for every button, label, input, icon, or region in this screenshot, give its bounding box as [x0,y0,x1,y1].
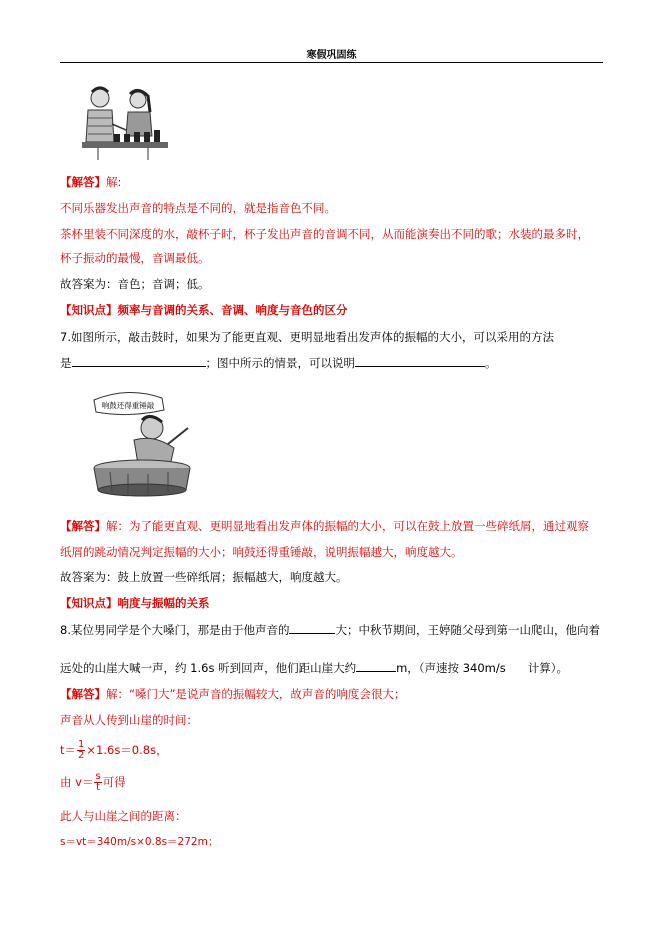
answer-blank[interactable] [356,660,396,672]
answer-line: 声音从人传到山崖的时间： [60,713,198,727]
answer-blank[interactable] [355,355,485,367]
answer-blank[interactable] [289,622,335,634]
knowledge-point-2: 【知识点】响度与振幅的关系 [60,596,210,610]
speech-bubble-text: 响鼓还得重锤敲 [101,401,155,410]
equation-velocity: 由 v＝ $\frac{s}{t}$ 可得 [60,771,126,793]
final-answer: 故答案为：鼓上放置一些碎纸屑；振幅越大，响度越大。 [60,570,348,584]
question-8-stem: 远处的山崖大喊一声，约 1.6s 听到回声，他们距山崖大约 m，（声速按 340m/s 计算）。 [60,661,568,675]
answer-line: 纸屑的跳动情况判定振幅的大小；响鼓还得重锤敲，说明振幅越大，响度越大。 [60,545,463,559]
answer-blank[interactable] [72,355,206,367]
answer-line: 【解答】解：“嗓门大”是说声音的振幅较大，故声音的响度会很大； [60,687,406,701]
answer-line: 此人与山崖之间的距离： [60,809,187,823]
answer-line: 杯子振动的最慢，音调最低。 [60,251,210,265]
knowledge-point-1: 【知识点】频率与音调的关系、音调、响度与音色的区分 [60,303,348,317]
drum-illustration [88,384,200,500]
question-7-blanks: 是 ；图中所示的情景，可以说明 。 [60,356,497,370]
answer-line: 茶杯里装不同深度的水，敲杯子时，杯子发出声音的音调不同，从而能演奏出不同的歌；水装的最多时， [60,227,589,241]
question-7-stem: 7.如图所示，敲击鼓时，如果为了能更直观、更明显地看出发声体的振幅的大小，可以采用的方法 [60,330,554,344]
final-answer: 故答案为：音色；音调；低。 [60,277,210,291]
page-header: 寒假巩固练 [306,50,357,61]
answer-line: 【解答】解：为了能更直观、更明显地看出发声体的振幅的大小，可以在鼓上放置一些碎纸屑，通过观察 [60,519,589,533]
answer-line: 不同乐器发出声音的特点是不同的，就是指音色不同。 [60,201,336,215]
question-8-stem: 8.某位男同学是个大嗓门，那是由于他声音的 大；中秋节期间，王婷随父母到第一山爬山，他向着 [60,623,600,637]
cups-illustration [78,84,170,160]
equation-time: t＝ $\frac{1}{2}$ ×1.6s＝0.8s， [60,739,168,761]
equation-distance: s＝vt＝340m/s×0.8s＝272m； [60,836,219,848]
header-rule [60,62,603,63]
answer-heading-1: 【解答】解: [60,175,122,189]
